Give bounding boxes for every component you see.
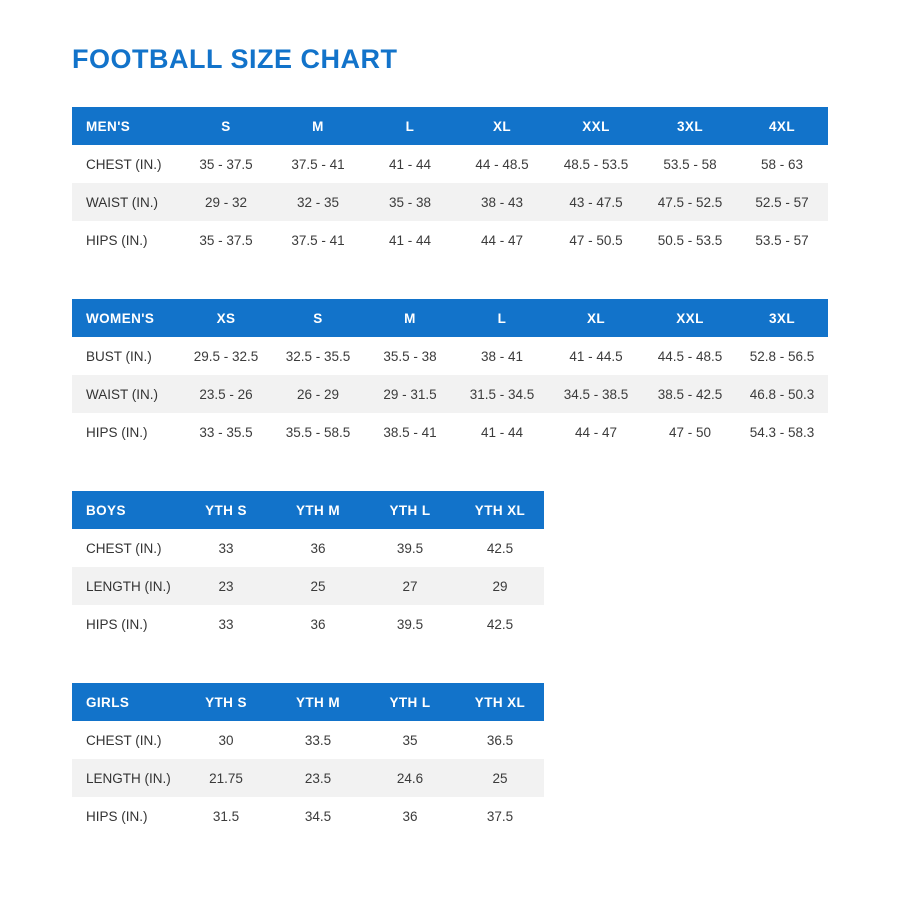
table-cell: 52.5 - 57 xyxy=(736,183,828,221)
column-header: YTH S xyxy=(180,491,272,529)
table-cell: 35 - 37.5 xyxy=(180,221,272,259)
column-header: M xyxy=(364,299,456,337)
table-cell: 44 - 47 xyxy=(456,221,548,259)
table-cell: 33.5 xyxy=(272,721,364,759)
table-row xyxy=(72,759,544,797)
womens-size-table xyxy=(72,299,828,451)
table-cell: 41 - 44.5 xyxy=(548,337,644,375)
column-header: XL xyxy=(456,107,548,145)
table-cell: 53.5 - 58 xyxy=(644,145,736,183)
table-cell: 41 - 44 xyxy=(364,221,456,259)
table-cell: 38 - 41 xyxy=(456,337,548,375)
table-cell: 25 xyxy=(272,567,364,605)
table-cell: 54.3 - 58.3 xyxy=(736,413,828,451)
column-header: S xyxy=(272,299,364,337)
row-label: BUST (IN.) xyxy=(72,337,180,375)
table-cell: 24.6 xyxy=(364,759,456,797)
row-label: HIPS (IN.) xyxy=(72,797,180,835)
table-cell: 35 xyxy=(364,721,456,759)
column-header: YTH S xyxy=(180,683,272,721)
table-cell: 23.5 - 26 xyxy=(180,375,272,413)
column-header: BOYS xyxy=(72,491,180,529)
table-cell: 23 xyxy=(180,567,272,605)
table-cell: 50.5 - 53.5 xyxy=(644,221,736,259)
row-label: LENGTH (IN.) xyxy=(72,759,180,797)
table-cell: 52.8 - 56.5 xyxy=(736,337,828,375)
row-label: HIPS (IN.) xyxy=(72,605,180,643)
table-cell: 44.5 - 48.5 xyxy=(644,337,736,375)
column-header: XXL xyxy=(548,107,644,145)
column-header: 3XL xyxy=(736,299,828,337)
column-header: XS xyxy=(180,299,272,337)
table-cell: 38.5 - 41 xyxy=(364,413,456,451)
table-cell: 29 - 31.5 xyxy=(364,375,456,413)
table-row xyxy=(72,413,828,451)
table-cell: 37.5 - 41 xyxy=(272,221,364,259)
column-header: YTH XL xyxy=(456,683,544,721)
table-row xyxy=(72,605,544,643)
mens-size-table xyxy=(72,107,828,259)
table-cell: 41 - 44 xyxy=(456,413,548,451)
column-header: GIRLS xyxy=(72,683,180,721)
table-cell: 39.5 xyxy=(364,529,456,567)
table-row xyxy=(72,337,828,375)
page-title: FOOTBALL SIZE CHART xyxy=(72,44,398,74)
table-cell: 37.5 - 41 xyxy=(272,145,364,183)
table-cell: 38 - 43 xyxy=(456,183,548,221)
table-cell: 44 - 48.5 xyxy=(456,145,548,183)
table-cell: 27 xyxy=(364,567,456,605)
table-cell: 39.5 xyxy=(364,605,456,643)
column-header: L xyxy=(364,107,456,145)
column-header: XL xyxy=(548,299,644,337)
table-cell: 48.5 - 53.5 xyxy=(548,145,644,183)
table-cell: 37.5 xyxy=(456,797,544,835)
column-header: M xyxy=(272,107,364,145)
table-cell: 29.5 - 32.5 xyxy=(180,337,272,375)
column-header: YTH L xyxy=(364,491,456,529)
table-cell: 34.5 - 38.5 xyxy=(548,375,644,413)
table-cell: 29 - 32 xyxy=(180,183,272,221)
table-header-row xyxy=(72,107,828,145)
table-header-row xyxy=(72,683,544,721)
table-cell: 36 xyxy=(272,529,364,567)
table-cell: 43 - 47.5 xyxy=(548,183,644,221)
table-cell: 42.5 xyxy=(456,529,544,567)
row-label: WAIST (IN.) xyxy=(72,375,180,413)
table-cell: 44 - 47 xyxy=(548,413,644,451)
column-header: YTH M xyxy=(272,491,364,529)
table-cell: 46.8 - 50.3 xyxy=(736,375,828,413)
table-cell: 47 - 50.5 xyxy=(548,221,644,259)
table-cell: 31.5 xyxy=(180,797,272,835)
table-cell: 47.5 - 52.5 xyxy=(644,183,736,221)
table-cell: 41 - 44 xyxy=(364,145,456,183)
table-cell: 36 xyxy=(364,797,456,835)
table-cell: 53.5 - 57 xyxy=(736,221,828,259)
column-header: WOMEN'S xyxy=(72,299,180,337)
table-cell: 33 xyxy=(180,529,272,567)
boys-size-table xyxy=(72,491,544,643)
row-label: CHEST (IN.) xyxy=(72,721,180,759)
table-cell: 29 xyxy=(456,567,544,605)
table-row xyxy=(72,529,544,567)
table-cell: 42.5 xyxy=(456,605,544,643)
column-header: XXL xyxy=(644,299,736,337)
table-row xyxy=(72,221,828,259)
table-cell: 21.75 xyxy=(180,759,272,797)
table-cell: 35 - 38 xyxy=(364,183,456,221)
row-label: LENGTH (IN.) xyxy=(72,567,180,605)
table-cell: 33 xyxy=(180,605,272,643)
table-cell: 31.5 - 34.5 xyxy=(456,375,548,413)
table-cell: 25 xyxy=(456,759,544,797)
column-header: YTH XL xyxy=(456,491,544,529)
table-row xyxy=(72,721,544,759)
column-header: L xyxy=(456,299,548,337)
table-header-row xyxy=(72,299,828,337)
table-row xyxy=(72,797,544,835)
table-cell: 35.5 - 58.5 xyxy=(272,413,364,451)
table-row xyxy=(72,183,828,221)
column-header: 4XL xyxy=(736,107,828,145)
row-label: CHEST (IN.) xyxy=(72,145,180,183)
table-cell: 23.5 xyxy=(272,759,364,797)
table-row xyxy=(72,145,828,183)
table-cell: 58 - 63 xyxy=(736,145,828,183)
table-cell: 26 - 29 xyxy=(272,375,364,413)
table-cell: 36.5 xyxy=(456,721,544,759)
column-header: YTH L xyxy=(364,683,456,721)
girls-size-table xyxy=(72,683,544,835)
table-cell: 30 xyxy=(180,721,272,759)
table-cell: 35 - 37.5 xyxy=(180,145,272,183)
row-label: WAIST (IN.) xyxy=(72,183,180,221)
row-label: CHEST (IN.) xyxy=(72,529,180,567)
column-header: YTH M xyxy=(272,683,364,721)
table-cell: 32 - 35 xyxy=(272,183,364,221)
column-header: 3XL xyxy=(644,107,736,145)
table-row xyxy=(72,567,544,605)
table-cell: 47 - 50 xyxy=(644,413,736,451)
table-cell: 32.5 - 35.5 xyxy=(272,337,364,375)
row-label: HIPS (IN.) xyxy=(72,221,180,259)
table-row xyxy=(72,375,828,413)
column-header: S xyxy=(180,107,272,145)
column-header: MEN'S xyxy=(72,107,180,145)
table-cell: 36 xyxy=(272,605,364,643)
row-label: HIPS (IN.) xyxy=(72,413,180,451)
table-cell: 34.5 xyxy=(272,797,364,835)
table-cell: 38.5 - 42.5 xyxy=(644,375,736,413)
table-cell: 33 - 35.5 xyxy=(180,413,272,451)
table-cell: 35.5 - 38 xyxy=(364,337,456,375)
table-header-row xyxy=(72,491,544,529)
